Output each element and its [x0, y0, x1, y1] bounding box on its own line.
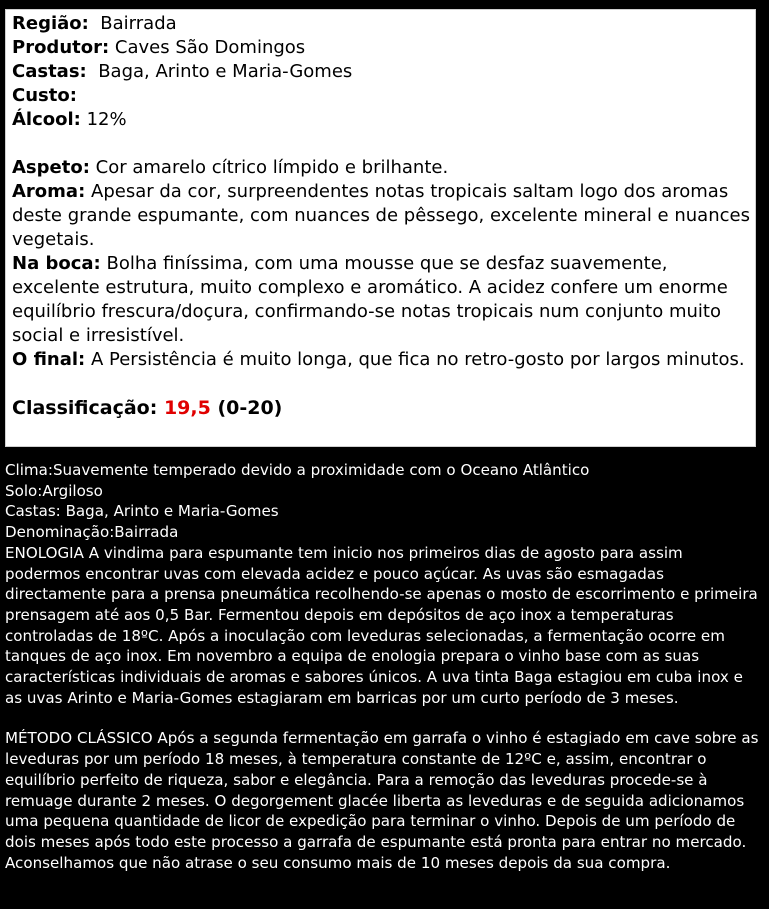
clima-value: Suavemente temperado devido a proximidade com o Oceano Atlântico: [52, 461, 590, 479]
aroma-value: Apesar da cor, surpreendentes notas tropicais saltam logo dos aromas deste grande espumante, com nuances de pêssego, excelente mineral e nuances vegetais.: [12, 181, 750, 250]
aroma-label: Aroma:: [12, 181, 86, 202]
final-row: [12, 348, 755, 372]
solo-label: Solo:: [5, 481, 43, 500]
aspeto-value: Cor amarelo cítrico límpido e brilhante.: [95, 157, 449, 178]
alcool-label: Álcool:: [12, 109, 81, 130]
info-castas-row: [5, 501, 761, 522]
solo-row: [5, 481, 761, 502]
wine-info-section: [5, 460, 761, 873]
aspeto-label: Aspeto:: [12, 157, 90, 178]
regiao-row: [12, 12, 755, 36]
spacer: [12, 132, 755, 156]
classificacao-scale: (0-20): [217, 397, 283, 419]
denominacao-label: Denominação:: [5, 523, 115, 542]
classificacao-label: Classificação:: [12, 397, 158, 419]
info-castas-label: Castas:: [5, 502, 61, 521]
produtor-value: Caves São Domingos: [114, 37, 306, 58]
clima-label: Clima:: [5, 461, 53, 479]
metodo-text: Após a segunda fermentação em garrafa o vinho é estagiado em cave sobre as leveduras por um período 18 meses, à temperatura constante de 12ºC e, assim, encontrar o equilíbrio perfeito de riqueza, sabor e elegância. Para a remoção das leveduras procede-se à remuage durante 2 meses. O degorgement glacée liberta as leveduras e de seguida adicionamos uma pequena quantidade de licor de expedição para terminar o vinho. Depois de um período de dois meses após todo este processo a garrafa de espumante está pronta para entrar no mercado. Aconselhamos que não atrase o seu consumo mais de 10 meses depois da sua compra.: [5, 729, 759, 872]
wine-tasting-card: [5, 9, 756, 447]
castas-row: [12, 60, 755, 84]
alcool-row: [12, 108, 755, 132]
regiao-value: Bairrada: [100, 13, 177, 34]
metodo-label: MÉTODO CLÁSSICO: [5, 729, 153, 748]
na-boca-row: [12, 252, 755, 348]
castas-label: Castas:: [12, 61, 87, 82]
denominacao-row: [5, 522, 761, 543]
final-label: O final:: [12, 349, 86, 370]
denominacao-value: Bairrada: [114, 523, 179, 542]
classificacao-row: [12, 396, 755, 420]
enologia-text: A vindima para espumante tem inicio nos primeiros dias de agosto para assim podermos encontrar uvas com elevada acidez e pouco açúcar. As uvas são esmagadas directamente para a prensa pneumática recolhendo-se apenas o mosto de escorrimento e primeira prensagem até aos 0,5 Bar. Fermentou depois em depósitos de aço inox a temperaturas controladas de 18ºC. Após a inoculação com leveduras selecionadas, a fermentação ocorre em tanques de aço inox. Em novembro a equipa de enologia prepara o vinho base com as suas características individuais de aromas e sabores únicos. A uva tinta Baga estagiou em cuba inox e as uvas Arinto e Maria-Gomes estagiaram em barricas por um curto período de 3 meses.: [5, 543, 758, 707]
metodo-paragraph: [5, 728, 761, 873]
clima-row: [5, 460, 761, 481]
produtor-row: [12, 36, 755, 60]
na-boca-label: Na boca:: [12, 253, 101, 274]
regiao-label: Região:: [12, 13, 89, 34]
enologia-paragraph: [5, 543, 761, 709]
alcool-value: 12%: [86, 109, 127, 130]
classificacao-score: 19,5: [163, 397, 211, 419]
enologia-label: ENOLOGIA: [5, 543, 84, 562]
solo-value: Argiloso: [42, 481, 103, 500]
na-boca-value: Bolha finíssima, com uma mousse que se desfaz suavemente, excelente estrutura, muito complexo e aromático. A acidez confere um enorme equilíbrio frescura/doçura, confirmando-se notas tropicais num conjunto muito social e irresistível.: [12, 253, 728, 346]
info-castas-value: Baga, Arinto e Maria-Gomes: [60, 502, 279, 521]
paragraph-spacer: [5, 708, 761, 728]
produtor-label: Produtor:: [12, 37, 110, 58]
custo-label: Custo:: [12, 85, 77, 106]
final-value: A Persistência é muito longa, que fica no retro-gosto por largos minutos.: [90, 349, 745, 370]
custo-row: [12, 84, 755, 108]
aroma-row: [12, 180, 755, 252]
aspeto-row: [12, 156, 755, 180]
castas-value: Baga, Arinto e Maria-Gomes: [98, 61, 353, 82]
